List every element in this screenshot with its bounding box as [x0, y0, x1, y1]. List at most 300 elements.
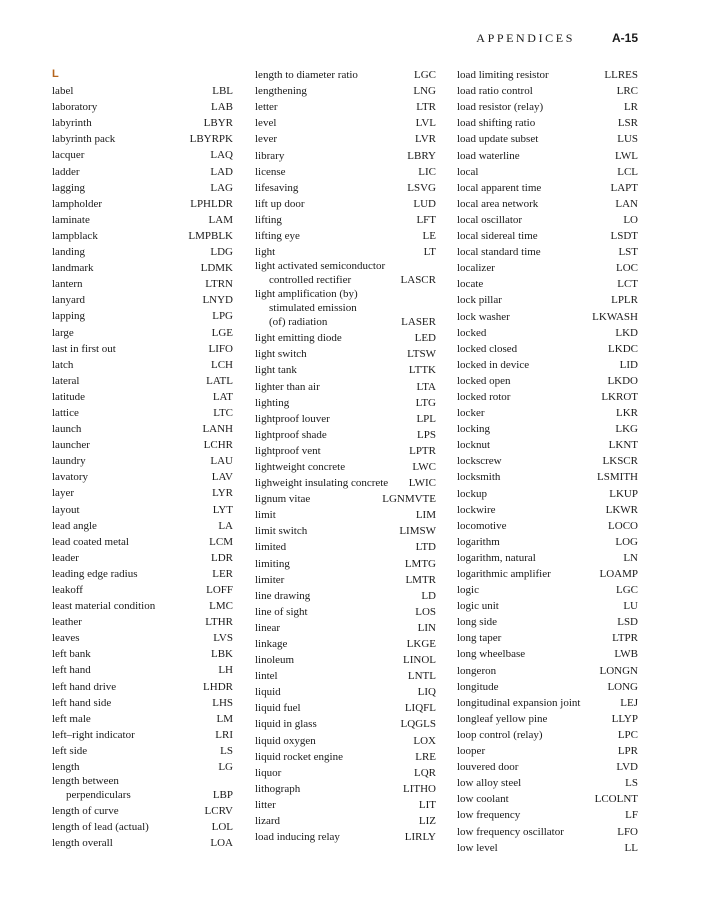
entry-term: lockscrew	[457, 455, 502, 468]
entry-row	[52, 452, 233, 468]
entry-row	[255, 146, 436, 162]
entry-abbr: LBL	[212, 85, 233, 98]
entry-term: lintel	[255, 670, 278, 683]
entry-term: longitudinal expansion joint	[457, 696, 581, 709]
entry-term: license	[255, 165, 286, 178]
entry-abbr: LQR	[414, 766, 436, 779]
entry-abbr: LMTG	[404, 557, 436, 570]
entry-abbr: LST	[618, 246, 638, 259]
entry-abbr: LNYD	[202, 294, 233, 307]
entry-row	[52, 114, 233, 130]
entry-term: low frequency oscillator	[457, 825, 564, 838]
entry-term: load inducing relay	[255, 831, 340, 844]
entry-multiline	[255, 259, 436, 287]
entry-term: limiting	[255, 557, 290, 570]
entry-abbr: LTHR	[205, 616, 233, 629]
section-title: APPENDICES	[476, 31, 575, 45]
entry-term: looper	[457, 745, 486, 758]
entry-abbr: LOC	[616, 262, 638, 275]
entry-row	[255, 828, 436, 844]
entry-abbr: LOCO	[608, 519, 638, 532]
entry-abbr: LPTR	[409, 444, 436, 457]
entry-abbr: LCOLNT	[594, 793, 638, 806]
entry-abbr: LVS	[213, 632, 233, 645]
entry-term: lighweight insulating concrete	[255, 477, 389, 490]
entry-term: ladder	[52, 165, 80, 178]
entry-row	[255, 587, 436, 603]
column-1-entries	[52, 82, 233, 774]
entry-term: limited	[255, 541, 287, 554]
entry-term: length overall	[52, 837, 113, 850]
entry-abbr: LBP	[212, 789, 233, 802]
entry-term: length	[52, 761, 80, 774]
entry-row	[457, 340, 638, 356]
entry-term: liquid in glass	[255, 718, 317, 731]
entry-abbr: LGE	[211, 326, 233, 339]
entry-row	[457, 227, 638, 243]
entry-term: locomotive	[457, 519, 507, 532]
entry-term: lampblack	[52, 229, 98, 242]
entry-row	[255, 780, 436, 796]
entry-row	[52, 243, 233, 259]
entry-row	[457, 597, 638, 613]
entry-abbr: LTPR	[612, 632, 638, 645]
entry-row	[457, 806, 638, 822]
entry-abbr: LUD	[413, 197, 436, 210]
entry-row	[255, 490, 436, 506]
entry-abbr: LIQ	[417, 686, 436, 699]
entry-abbr: LIMSW	[399, 525, 436, 538]
entry-row	[52, 388, 233, 404]
entry-abbr: LKDO	[607, 374, 638, 387]
entry-abbr: LHDR	[203, 680, 233, 693]
entry-row	[457, 291, 638, 307]
entry-term: leading edge radius	[52, 567, 138, 580]
entry-term: longitude	[457, 680, 499, 693]
entry-abbr: LBRY	[407, 149, 436, 162]
entry-row	[457, 275, 638, 291]
entry-abbr: LTD	[415, 541, 436, 554]
entry-abbr: LSVG	[407, 181, 436, 194]
entry-row	[52, 581, 233, 597]
entry-abbr: LKR	[616, 407, 638, 420]
entry-term: lampholder	[52, 197, 103, 210]
entry-term: lifting eye	[255, 230, 300, 243]
entry-row	[255, 699, 436, 715]
entry-row	[457, 710, 638, 726]
entry-term-continued: stimulated emission	[269, 302, 357, 315]
entry-term: lapping	[52, 310, 85, 323]
entry-term: liquid	[255, 686, 281, 699]
entry-term: locked rotor	[457, 390, 511, 403]
entry-abbr: LTA	[416, 380, 436, 393]
entry-row	[457, 372, 638, 388]
entry-abbr: LVD	[616, 761, 638, 774]
entry-abbr: LOA	[210, 837, 233, 850]
entry-term: loop control (relay)	[457, 728, 543, 741]
entry-row	[52, 694, 233, 710]
entry-term: locked in device	[457, 358, 530, 371]
entry-term: lifting	[255, 213, 282, 226]
entry-row	[255, 130, 436, 146]
entry-term: labyrinth pack	[52, 133, 116, 146]
section-letter: L	[52, 68, 59, 80]
entry-abbr: LOAMP	[599, 568, 638, 580]
entry-abbr: LTR	[416, 101, 436, 114]
entry-term: light emitting diode	[255, 332, 342, 345]
entry-abbr: LR	[623, 101, 638, 114]
entry-term: label	[52, 85, 74, 98]
entry-term: logarithm, natural	[457, 551, 536, 564]
entry-row	[457, 66, 638, 82]
entry-row	[52, 146, 233, 162]
entry-term: light switch	[255, 348, 307, 361]
entry-row	[255, 361, 436, 377]
entry-row	[255, 522, 436, 538]
entry-row	[457, 404, 638, 420]
entry-row	[457, 163, 638, 179]
entry-row	[255, 571, 436, 587]
entry-term: lagging	[52, 181, 85, 194]
entry-term: leader	[52, 551, 79, 564]
entry-abbr: LH	[218, 664, 233, 677]
entry-abbr: LT	[423, 246, 436, 259]
entry-row	[255, 179, 436, 195]
entry-row	[255, 442, 436, 458]
entry-term: line drawing	[255, 589, 311, 602]
entry-term: limit switch	[255, 525, 308, 538]
entry-row	[52, 802, 233, 818]
entry-abbr: LNTL	[407, 670, 436, 683]
entry-abbr: LKD	[615, 326, 638, 339]
entry-term: liquid fuel	[255, 702, 301, 715]
entry-abbr: LCH	[211, 358, 233, 371]
entry-abbr: LKUP	[609, 487, 638, 500]
entry-term: leaves	[52, 632, 80, 645]
entry-abbr: LPS	[417, 428, 436, 441]
entry-term: locking	[457, 423, 490, 436]
entry-abbr: LASER	[401, 316, 436, 329]
entry-term: last in first out	[52, 342, 116, 355]
entry-abbr: LITHO	[403, 782, 436, 795]
entry-abbr: LATL	[206, 374, 233, 387]
entry-row	[255, 66, 436, 82]
entry-row	[52, 82, 233, 98]
entry-term-continued: controlled rectifier	[269, 274, 352, 287]
page-header	[476, 31, 638, 46]
entry-term: light	[255, 246, 276, 259]
entry-row	[457, 114, 638, 130]
entry-abbr: LIZ	[418, 815, 436, 828]
entry-term: light amplification (by)	[255, 288, 358, 301]
entry-term: longleaf yellow pine	[457, 712, 548, 725]
entry-row	[255, 410, 436, 426]
entry-term: leakoff	[52, 584, 83, 596]
entry-abbr: LWC	[412, 460, 436, 473]
entry-abbr: LCHR	[203, 439, 233, 452]
entry-abbr: LINOL	[403, 654, 436, 667]
entry-row	[457, 98, 638, 114]
entry-row	[457, 726, 638, 742]
entry-term: library	[255, 149, 285, 162]
entry-abbr: LAM	[208, 213, 233, 226]
entry-term: lightproof vent	[255, 444, 321, 457]
entry-row	[52, 484, 233, 500]
entry-term: limiter	[255, 573, 285, 586]
entry-row	[52, 500, 233, 516]
entry-term: locker	[457, 407, 485, 420]
entry-row	[52, 211, 233, 227]
entry-abbr: LF	[625, 809, 638, 822]
entry-term: lateral	[52, 374, 80, 387]
entry-row	[52, 356, 233, 372]
entry-abbr: LTRN	[205, 278, 233, 291]
entry-row	[255, 474, 436, 490]
entry-abbr: LEJ	[620, 696, 638, 709]
entry-row	[52, 468, 233, 484]
entry-term: locked open	[457, 374, 511, 387]
entry-term: lightweight concrete	[255, 460, 346, 473]
entry-term: lockwire	[457, 503, 496, 516]
entry-abbr: LBK	[211, 648, 233, 661]
entry-term: local	[457, 165, 479, 178]
column-2-entries-b	[255, 329, 436, 844]
entry-abbr: LTG	[415, 396, 436, 409]
entry-term: long side	[457, 616, 498, 629]
entry-abbr: LQGLS	[400, 718, 436, 731]
entry-row	[255, 82, 436, 98]
entry-abbr: LIC	[418, 165, 436, 178]
entry-row	[457, 694, 638, 710]
entry-row	[457, 661, 638, 677]
entry-multiline	[52, 774, 233, 802]
entry-abbr: LRC	[616, 85, 638, 98]
entry-abbr: LONG	[607, 680, 638, 693]
entry-abbr: LMPBLK	[188, 229, 233, 242]
entry-term: local oscillator	[457, 213, 523, 226]
entry-row	[255, 243, 436, 259]
entry-term: locked closed	[457, 342, 518, 355]
column-2	[255, 66, 436, 844]
entry-row	[52, 340, 233, 356]
entry-term: left side	[52, 744, 88, 757]
entry-term: lantern	[52, 278, 83, 291]
entry-row	[52, 275, 233, 291]
entry-row	[255, 731, 436, 747]
entry-abbr: LAU	[210, 455, 233, 468]
entry-abbr: LYT	[212, 503, 233, 516]
entry-row	[52, 629, 233, 645]
entry-term: labyrinth	[52, 117, 92, 130]
entry-row	[52, 677, 233, 693]
entry-row	[255, 603, 436, 619]
entry-abbr: LED	[414, 332, 436, 345]
page-number: A-15	[611, 31, 638, 45]
entry-row	[255, 114, 436, 130]
entry-term: line of sight	[255, 605, 308, 618]
entry-row	[52, 613, 233, 629]
entry-abbr: LSR	[617, 117, 638, 130]
entry-term: left hand side	[52, 696, 112, 709]
entry-term: lightproof shade	[255, 428, 327, 441]
entry-row	[52, 517, 233, 533]
entry-abbr: LKDC	[608, 342, 638, 355]
entry-abbr: LIM	[415, 509, 436, 522]
entry-row	[255, 506, 436, 522]
entry-row	[457, 501, 638, 517]
entry-term-continued: perpendiculars	[66, 789, 131, 802]
entry-row	[457, 452, 638, 468]
entry-term: load limiting resistor	[457, 69, 549, 82]
entry-term: logarithmic amplifier	[457, 568, 551, 580]
entry-row	[52, 533, 233, 549]
entry-term: latitude	[52, 390, 85, 403]
entry-abbr: LVL	[415, 117, 436, 130]
entry-term: left bank	[52, 648, 91, 661]
entry-abbr: LAV	[211, 471, 233, 484]
entry-term: length of curve	[52, 805, 119, 818]
entry-abbr: LFO	[617, 825, 638, 838]
entry-row	[255, 812, 436, 828]
entry-term: lift up door	[255, 197, 305, 210]
entry-row	[457, 324, 638, 340]
entry-term: length of lead (actual)	[52, 821, 149, 834]
entry-term: light tank	[255, 364, 297, 377]
entry-abbr: LPG	[212, 310, 233, 323]
entry-abbr: LGNMVTE	[382, 493, 436, 506]
entry-row	[52, 436, 233, 452]
entry-term: lavatory	[52, 471, 89, 484]
entry-term: longeron	[457, 664, 497, 677]
entry-term: linear	[255, 621, 281, 634]
entry-abbr: LU	[623, 600, 638, 613]
entry-abbr: LWB	[614, 648, 638, 661]
entry-abbr: LYR	[212, 487, 233, 500]
entry-term: lifesaving	[255, 181, 299, 194]
entry-term: local area network	[457, 197, 539, 210]
entry-term: logic unit	[457, 600, 499, 613]
entry-abbr: LANH	[202, 423, 233, 436]
entry-abbr: LRE	[415, 750, 436, 763]
entry-row	[52, 323, 233, 339]
entry-row	[255, 345, 436, 361]
entry-term: load update subset	[457, 133, 539, 146]
entry-abbr: LAN	[615, 197, 638, 210]
entry-abbr: LGC	[414, 69, 436, 82]
entry-term: light activated semiconductor	[255, 260, 386, 273]
entry-abbr: LLRES	[604, 69, 638, 82]
entry-term: large	[52, 326, 74, 339]
entry-abbr: LBYR	[203, 117, 233, 130]
entry-term: lignum vitae	[255, 493, 311, 506]
entry-term: logic	[457, 584, 479, 597]
entry-term: local sidereal time	[457, 230, 538, 243]
entry-term: local apparent time	[457, 181, 542, 194]
entry-abbr: LPHLDR	[190, 197, 233, 210]
entry-abbr: LIQFL	[404, 702, 436, 715]
entry-term: liquor	[255, 766, 282, 779]
entry-row	[52, 420, 233, 436]
entry-abbr: LA	[218, 519, 233, 532]
entry-row	[52, 162, 233, 178]
entry-term: lock pillar	[457, 294, 502, 307]
entry-abbr: LIN	[417, 621, 436, 634]
entry-abbr: LSDT	[610, 230, 638, 243]
entry-row	[255, 98, 436, 114]
entry-row	[255, 715, 436, 731]
entry-term: lengthening	[255, 85, 307, 98]
entry-row	[255, 227, 436, 243]
entry-abbr: LUS	[617, 133, 638, 146]
entry-term: long taper	[457, 632, 502, 645]
entry-row	[255, 211, 436, 227]
entry-term: lead coated metal	[52, 535, 129, 548]
entry-row	[457, 468, 638, 484]
entry-term: lightproof louver	[255, 412, 330, 425]
entry-term: lighting	[255, 396, 290, 409]
entry-term: locate	[457, 278, 484, 291]
entry-row	[52, 404, 233, 420]
entry-abbr: LKGE	[406, 638, 436, 650]
entry-row	[255, 796, 436, 812]
entry-row	[457, 839, 638, 855]
entry-term: landing	[52, 246, 85, 259]
entry-abbr: LOFF	[206, 584, 233, 596]
entry-abbr: LAQ	[210, 149, 233, 162]
entry-abbr: LER	[212, 567, 233, 580]
entry-term: low frequency	[457, 809, 521, 822]
entry-term: layout	[52, 503, 80, 516]
entry-row	[255, 195, 436, 211]
entry-multiline	[255, 287, 436, 329]
entry-abbr: LWIC	[408, 477, 436, 490]
entry-term: lead angle	[52, 519, 97, 532]
column-2-entries-a	[255, 66, 436, 259]
entry-abbr: LPL	[416, 412, 436, 425]
entry-abbr: LAPT	[610, 181, 638, 194]
entry-term: locksmith	[457, 471, 501, 484]
entry-row	[255, 683, 436, 699]
entry-row	[457, 420, 638, 436]
entry-abbr: LGC	[616, 584, 638, 597]
entry-row	[52, 307, 233, 323]
entry-abbr: LKSCR	[602, 455, 638, 468]
entry-row	[255, 426, 436, 442]
entry-abbr: LO	[623, 213, 638, 226]
entry-term: letter	[255, 101, 278, 114]
entry-row	[457, 758, 638, 774]
entry-term: load shifting ratio	[457, 117, 536, 130]
entry-term: lizard	[255, 815, 281, 828]
entry-row	[52, 742, 233, 758]
entry-abbr: LNG	[413, 85, 436, 98]
entry-abbr: LVR	[415, 133, 436, 146]
entry-abbr: LID	[619, 358, 638, 371]
entry-row	[457, 613, 638, 629]
entry-term-continued: (of) radiation	[269, 316, 328, 329]
entry-abbr: LKWASH	[592, 310, 638, 323]
entry-row	[52, 597, 233, 613]
entry-abbr: LDR	[211, 551, 233, 564]
entry-abbr: LTSW	[407, 348, 436, 361]
entry-abbr: LDMK	[200, 262, 233, 275]
entry-abbr: LRI	[215, 728, 233, 741]
entry-term: load resistor (relay)	[457, 101, 544, 114]
entry-term: liquid rocket engine	[255, 750, 343, 763]
entry-row	[52, 130, 233, 146]
entry-abbr: LG	[218, 761, 233, 774]
column-1	[52, 66, 233, 850]
